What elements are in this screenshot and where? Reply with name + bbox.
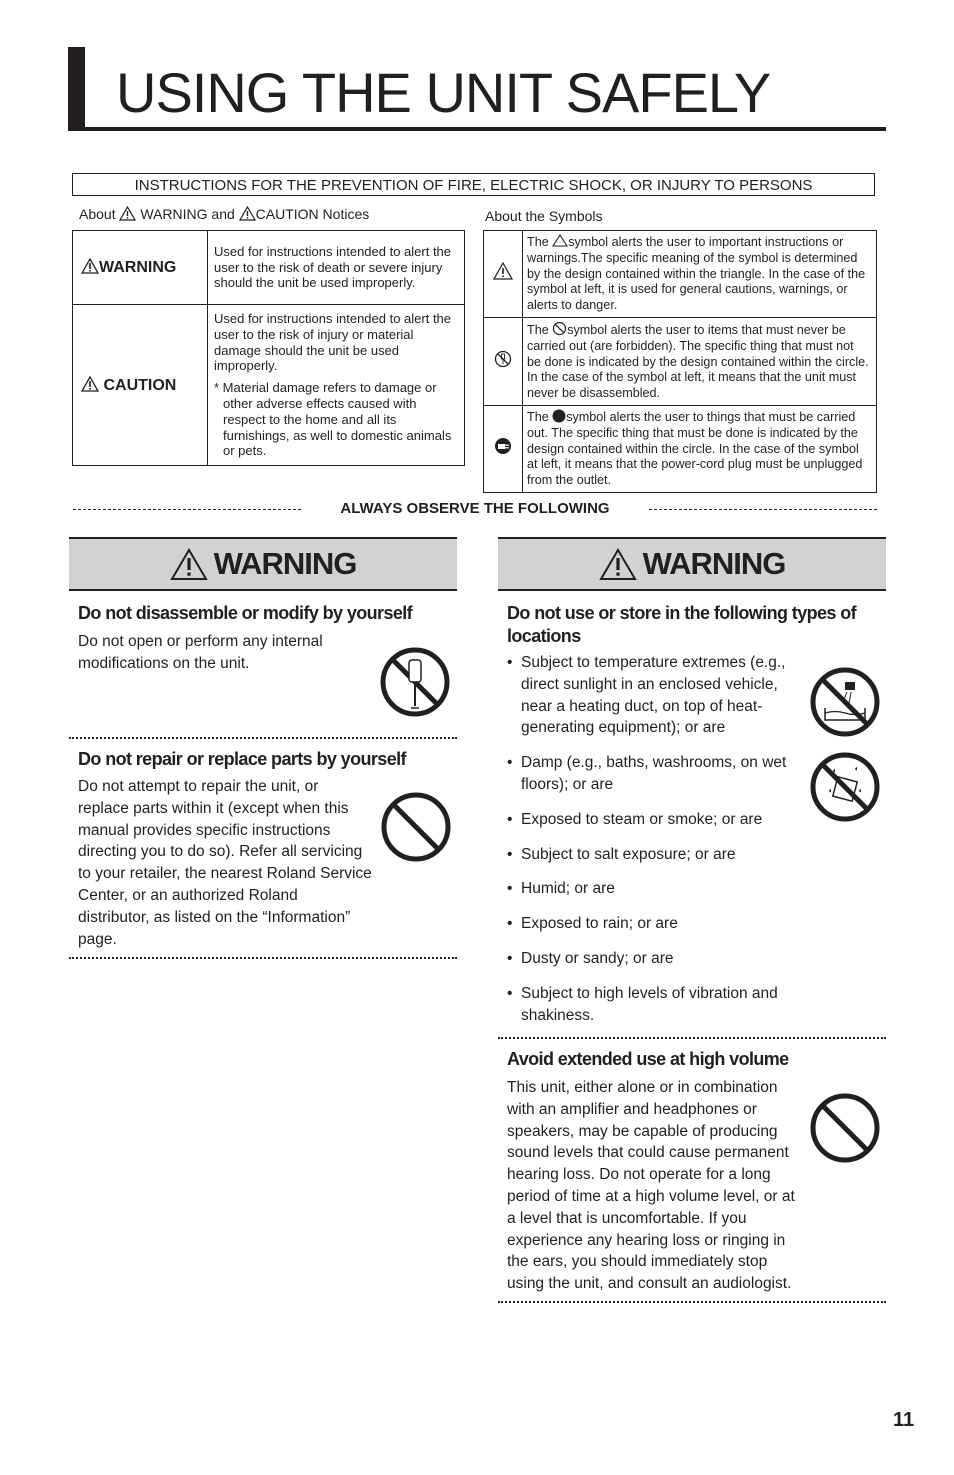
always-observe-heading: ALWAYS OBSERVE THE FOLLOWING: [340, 500, 610, 517]
symbol-icon-cell: [484, 231, 523, 318]
warning-triangle-icon: [81, 258, 99, 274]
warning-triangle-icon: [119, 206, 136, 221]
divider-left: [73, 509, 301, 510]
list-item: • Subject to temperature extremes (e.g., direct sunlight in an enclosed vehicle, near a heating duct, on top of heat-generating equipment); or are: [507, 652, 797, 739]
no-disassembly-icon: [494, 350, 512, 368]
warning-banner-right: WARNING: [498, 537, 886, 591]
symbol-description: The symbol alerts the user to important instructions or warnings.The specific meaning of the symbol is determined by the design contained within the triangle. In the case of the symbol at left, it is used for general cautions, warnings, or alerts to danger.: [523, 231, 877, 318]
no-disassembly-icon: [379, 646, 451, 718]
section-body: This unit, either alone or in combination with an amplifier and headphones or speakers, may be capable of producing sound levels that could cause permanent hearing loss. Do not operate for a long period of time at a high volume level, or at a level that is uncomfortable. If you experience any hearing loss or ringing in the ears, you should immediately stop using the unit, and consult an audiologist.: [507, 1079, 795, 1293]
prohibition-icon: [552, 321, 567, 336]
section-heading: Do not use or store in the following types of locations: [507, 603, 857, 646]
symbols-table: [483, 230, 877, 493]
symbol-icon-cell: [484, 317, 523, 405]
list-item: • Exposed to steam or smoke; or are: [507, 809, 797, 831]
caution-note: * Material damage refers to damage or other adverse effects caused with respect to the home and all its furnishings, as well to domestic animals or pets.: [214, 380, 452, 459]
section-divider: [69, 737, 457, 739]
list-item: • Subject to salt exposure; or are: [507, 844, 797, 866]
symbol-description: The symbol alerts the user to items that must never be carried out (are forbidden). The specific thing that must not be done is indicated by the design contained within the circle. In the case of the symbol at left, it means that the unit must never be disassembled.: [523, 317, 877, 405]
page-number: 11: [893, 1409, 915, 1431]
caution-triangle-icon: [239, 206, 256, 221]
mandatory-icon: [552, 409, 566, 423]
warning-description: Used for instructions intended to alert the user to the risk of death or severe injury should the unit be used improperly.: [208, 231, 465, 305]
section-body: Do not open or perform any internal modifications on the unit.: [78, 633, 323, 672]
list-item: • Exposed to rain; or are: [507, 913, 797, 935]
section-divider: [498, 1037, 886, 1039]
section-heading: Do not disassemble or modify by yourself: [78, 603, 413, 623]
section-heading: Avoid extended use at high volume: [507, 1049, 789, 1069]
caution-triangle-icon: [81, 376, 99, 392]
warning-triangle-icon: [170, 548, 208, 581]
notices-heading: About WARNING and CAUTION Notices: [79, 206, 370, 222]
section-body: Do not attempt to repair the unit, or replace parts within it (except when this manual provides specific instructions directing you to do so). Refer all servicing to your retailer, the nearest Roland Service Center, or an authorized Roland distributor, as listed on the “Information” page.: [78, 778, 372, 948]
divider-right: [649, 509, 877, 510]
caution-label-cell: CAUTION: [73, 305, 208, 466]
storage-list: [507, 652, 797, 1026]
prohibition-icon: [380, 791, 452, 863]
list-item: • Dusty or sandy; or are: [507, 948, 797, 970]
instructions-header: INSTRUCTIONS FOR THE PREVENTION OF FIRE, ELECTRIC SHOCK, OR INJURY TO PERSONS: [72, 173, 875, 196]
no-heat-icon: [809, 666, 881, 738]
warning-triangle-icon: [599, 548, 637, 581]
symbol-description: The symbol alerts the user to things that must be carried out. The specific thing that must be done is indicated by the design contained within the circle. In the case of the symbol at left, it means that the power-cord plug must be unplugged from the outlet.: [523, 405, 877, 492]
caution-description: Used for instructions intended to alert the user to the risk of injury or material damage should the unit be used improperly. * Material damage refers to damage or other adverse effects caused with respect to the home and all its furnishings, as well to domestic animals or pets.: [208, 305, 465, 466]
list-item: • Damp (e.g., baths, washrooms, on wet floors); or are: [507, 752, 797, 796]
triangle-outline-icon: [552, 234, 568, 247]
list-item: • Humid; or are: [507, 878, 797, 900]
no-damp-icon: [809, 751, 881, 823]
list-item: • Subject to high levels of vibration and shakiness.: [507, 983, 797, 1027]
symbol-icon-cell: [484, 405, 523, 492]
unplug-icon: [494, 437, 512, 455]
section-divider: [498, 1301, 886, 1303]
warning-label-cell: WARNING: [73, 231, 208, 305]
page-title: USING THE UNIT SAFELY: [116, 61, 771, 124]
notices-table: [72, 230, 465, 466]
section-divider: [69, 957, 457, 959]
symbols-heading: About the Symbols: [485, 208, 603, 224]
section-heading: Do not repair or replace parts by yourself: [78, 749, 406, 769]
prohibition-icon: [809, 1092, 881, 1164]
warning-banner-left: WARNING: [69, 537, 457, 591]
triangle-warning-icon: [493, 262, 513, 280]
title-accent-bar: [68, 47, 85, 131]
